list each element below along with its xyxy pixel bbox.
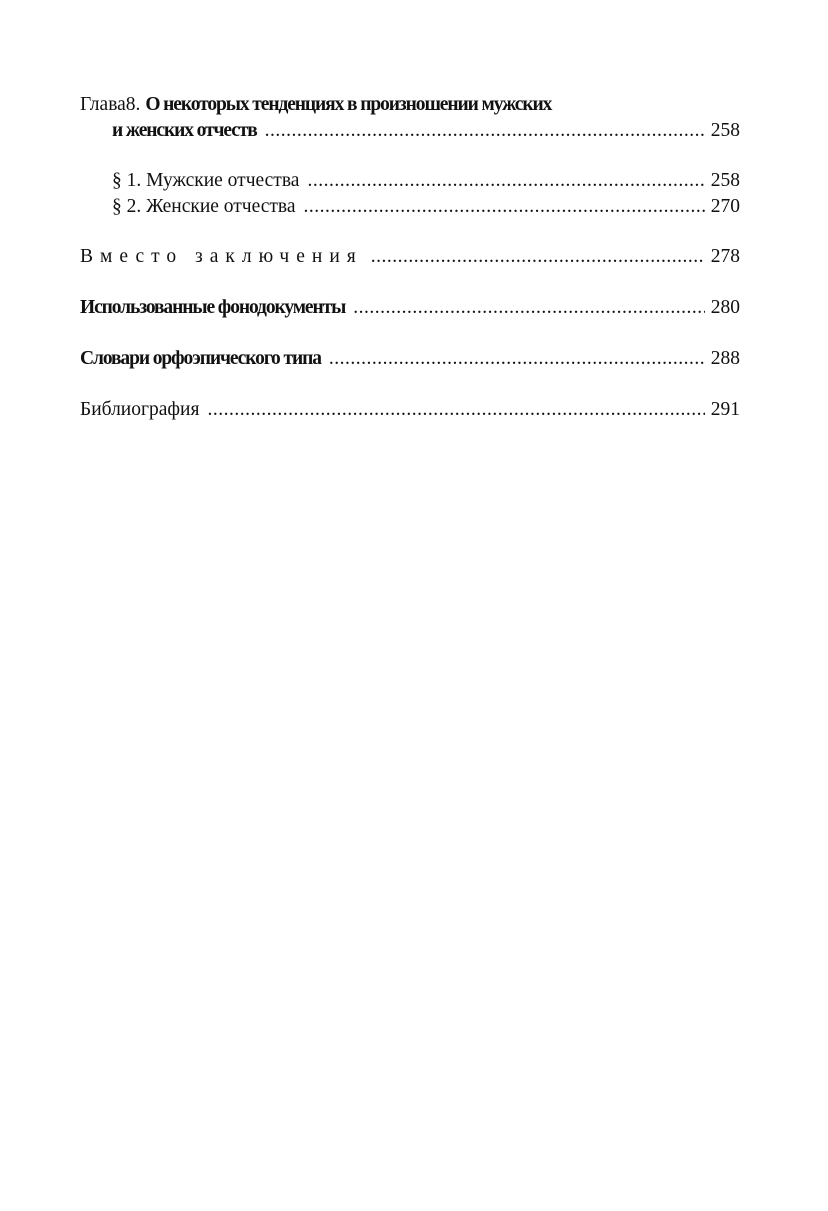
phonodocuments-page-number: 280	[710, 297, 740, 318]
chapter8-page-number: 258	[710, 120, 740, 141]
spacer	[80, 220, 740, 244]
section-2-label: § 2. Женские отчества	[112, 196, 296, 217]
section-2-page-number: 270	[710, 196, 740, 217]
dot-leader	[329, 346, 705, 372]
table-of-contents	[80, 92, 740, 423]
toc-dictionaries[interactable]	[80, 346, 740, 372]
bibliography-label: Библиография	[80, 399, 200, 420]
spacer	[80, 270, 740, 295]
toc-section-1[interactable]	[80, 168, 740, 194]
dot-leader	[371, 244, 705, 270]
conclusion-page-number: 278	[710, 246, 740, 267]
spacer	[80, 144, 740, 168]
conclusion-label: Вместо заключения	[80, 246, 363, 267]
dot-leader	[304, 194, 705, 220]
toc-chapter8-line1	[80, 92, 740, 118]
toc-section-2[interactable]	[80, 194, 740, 220]
dot-leader	[307, 168, 704, 194]
dictionaries-label: Словари орфоэпического типа	[80, 348, 321, 369]
section-1-page-number: 258	[710, 170, 740, 191]
toc-chapter8-line2[interactable]	[80, 118, 740, 144]
spacer	[80, 372, 740, 397]
toc-bibliography[interactable]	[80, 397, 740, 423]
dot-leader	[207, 397, 704, 423]
dot-leader	[353, 295, 705, 321]
chapter8-prefix: Глава8.	[80, 94, 141, 115]
section-1-label: § 1. Мужские отчества	[112, 170, 300, 191]
dot-leader	[265, 118, 705, 144]
phonodocuments-label: Использованные фонодокументы	[80, 297, 346, 318]
bibliography-page-number: 291	[710, 399, 740, 420]
spacer	[80, 321, 740, 346]
chapter8-title-line2: и женских отчеств	[112, 120, 257, 141]
chapter8-title-line1: О некоторых тенденциях в произношении мужских	[145, 94, 552, 115]
dictionaries-page-number: 288	[710, 348, 740, 369]
toc-conclusion[interactable]	[80, 244, 740, 270]
toc-phonodocuments[interactable]	[80, 295, 740, 321]
